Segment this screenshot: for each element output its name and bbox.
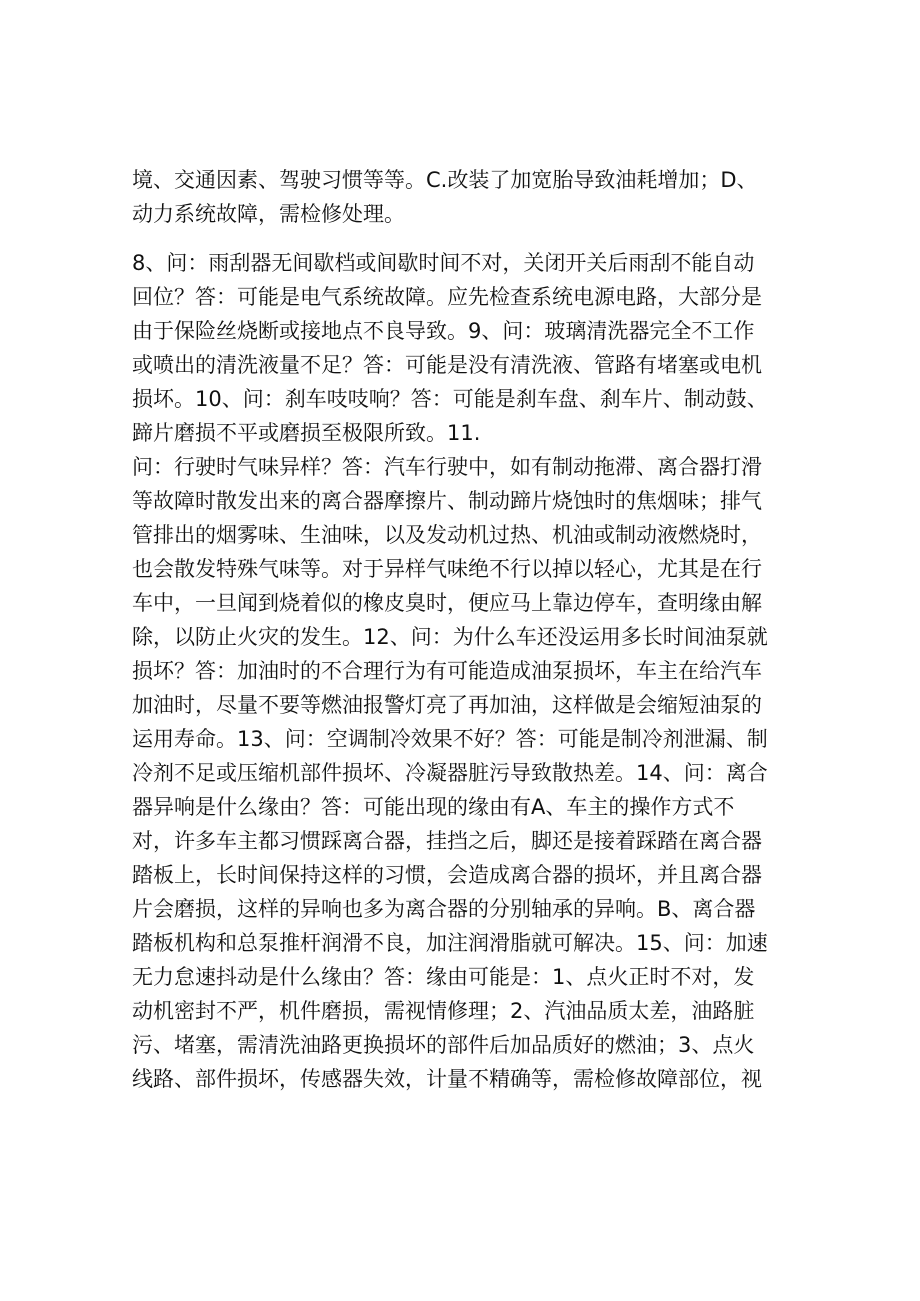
text-line: 片会磨损，这样的异响也多为离合器的分别轴承的异响。B、离合器 — [132, 897, 756, 921]
text-line: 除，以防止火灾的发生。12、问：为什么车还没运用多长时间油泵就 — [132, 625, 768, 649]
text-line: 损坏。10、问：刹车吱吱响？答：可能是刹车盘、刹车片、制动鼓、 — [132, 387, 768, 411]
text-line: 也会散发特殊气味等。对于异样气味绝不行以掉以轻心，尤其是在行 — [132, 557, 762, 581]
text-line: 管排出的烟雾味、生油味，以及发动机过热、机油或制动液燃烧时， — [132, 523, 762, 547]
text-line: 或喷出的清洗液量不足？答：可能是没有清洗液、管路有堵塞或电机 — [132, 353, 762, 377]
paragraph-2 — [132, 246, 792, 1096]
text-line: 运用寿命。13、问：空调制冷效果不好？答：可能是制冷剂泄漏、制 — [132, 727, 768, 751]
text-line: 器异响是什么缘由？答：可能出现的缘由有A、车主的操作方式不 — [132, 795, 735, 819]
text-line: 无力怠速抖动是什么缘由？答：缘由可能是：1、点火正时不对，发 — [132, 965, 755, 989]
text-line: 8、问：雨刮器无间歇档或间歇时间不对，关闭开关后雨刮不能自动 — [132, 251, 755, 275]
text-line: 由于保险丝烧断或接地点不良导致。9、问：玻璃清洗器完全不工作 — [132, 319, 755, 343]
text-line: 冷剂不足或压缩机部件损坏、冷凝器脏污导致散热差。14、问：离合 — [132, 761, 768, 785]
text-line: 蹄片磨损不平或磨损至极限所致。11. — [132, 421, 481, 445]
text-line: 境、交通因素、驾驶习惯等等。C.改装了加宽胎导致油耗增加；D、 — [132, 168, 758, 192]
text-line: 问：行驶时气味异样？答：汽车行驶中，如有制动拖滞、离合器打滑 — [132, 455, 762, 479]
text-line: 踏板机构和总泵推杆润滑不良，加注润滑脂就可解决。15、问：加速 — [132, 931, 768, 955]
text-line: 等故障时散发出来的离合器摩擦片、制动蹄片烧蚀时的焦烟味；排气 — [132, 489, 762, 513]
text-line: 对，许多车主都习惯踩离合器，挂挡之后，脚还是接着踩踏在离合器 — [132, 829, 762, 853]
text-line: 动力系统故障，需检修处理。 — [132, 202, 405, 226]
text-line: 污、堵塞，需清洗油路更换损坏的部件后加品质好的燃油；3、点火 — [132, 1033, 755, 1057]
document-body — [132, 163, 792, 1096]
text-line: 车中，一旦闻到烧着似的橡皮臭时，便应马上靠边停车，查明缘由解 — [132, 591, 762, 615]
text-line: 损坏？答：加油时的不合理行为有可能造成油泵损坏，车主在给汽车 — [132, 659, 762, 683]
text-line: 回位？答：可能是电气系统故障。应先检查系统电源电路，大部分是 — [132, 285, 762, 309]
text-line: 线路、部件损坏，传感器失效，计量不精确等，需检修故障部位，视 — [132, 1067, 762, 1091]
text-line: 踏板上，长时间保持这样的习惯，会造成离合器的损坏，并且离合器 — [132, 863, 762, 887]
text-line: 动机密封不严，机件磨损，需视情修理；2、汽油品质太差，油路脏 — [132, 999, 755, 1023]
paragraph-spacing — [132, 231, 792, 246]
text-line: 加油时，尽量不要等燃油报警灯亮了再加油，这样做是会缩短油泵的 — [132, 693, 762, 717]
paragraph-1 — [132, 163, 792, 231]
